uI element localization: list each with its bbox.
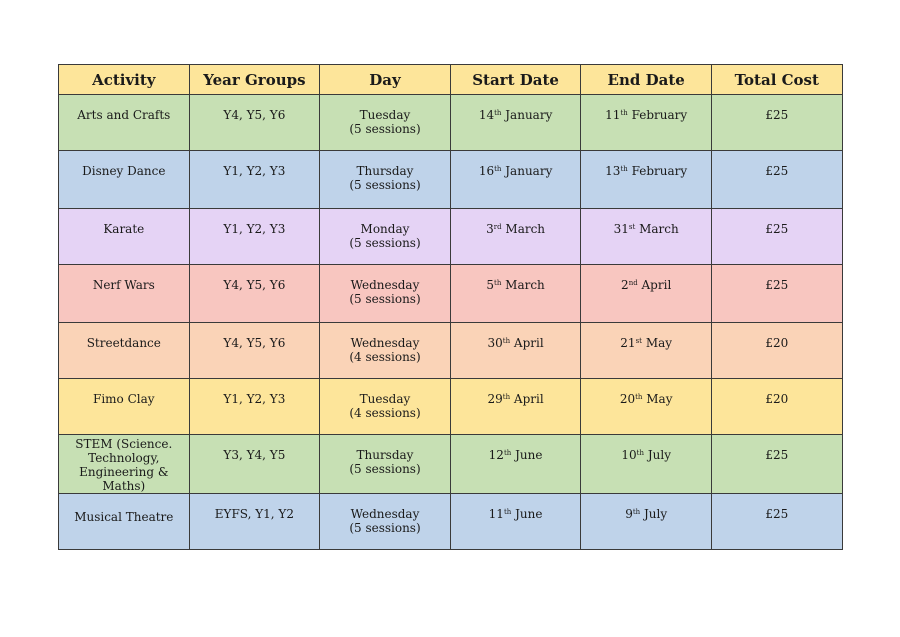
start-day-number: 3 (486, 222, 494, 236)
end-day-suffix: st (628, 223, 636, 231)
year-groups-cell (189, 435, 320, 494)
start-day-suffix: th (494, 109, 502, 117)
cost-value: £25 (765, 448, 789, 462)
start-day-number: 14 (478, 108, 495, 122)
end-date-cell (581, 323, 712, 379)
session-count: (4 sessions) (349, 406, 421, 420)
year-groups-text: Y1, Y2, Y3 (223, 164, 286, 178)
start-day-suffix: th (502, 393, 511, 401)
start-day-suffix: th (502, 337, 511, 345)
total-cost-cell (711, 435, 842, 494)
session-count: (4 sessions) (349, 350, 421, 364)
start-date-cell (450, 265, 581, 323)
session-count: (5 sessions) (349, 462, 421, 476)
activity-cell (59, 95, 190, 151)
start-day-suffix: th (503, 449, 512, 457)
total-cost-cell (711, 379, 842, 435)
session-count: (5 sessions) (349, 521, 421, 535)
activity-name: Streetdance (86, 336, 161, 350)
activity-name: Karate (103, 222, 145, 236)
day-name: Wednesday (350, 278, 420, 292)
end-day-number: 2 (621, 278, 629, 292)
activity-cell (59, 323, 190, 379)
table-row (59, 265, 843, 323)
total-cost-cell (711, 209, 842, 265)
start-date-cell (450, 379, 581, 435)
cost-value: £25 (765, 108, 789, 122)
start-month: April (513, 392, 544, 406)
end-day-suffix: th (632, 508, 641, 516)
start-day-number: 30 (487, 336, 503, 350)
activity-name: Musical Theatre (74, 510, 174, 524)
start-day-suffix: rd (493, 223, 502, 231)
day-cell (320, 323, 451, 379)
activity-cell (59, 265, 190, 323)
start-date-cell (450, 95, 581, 151)
start-day-number: 11 (488, 507, 504, 521)
header-start-date: Start Date (450, 65, 581, 95)
year-groups-text: EYFS, Y1, Y2 (214, 507, 294, 521)
day-cell (320, 151, 451, 209)
day-cell (320, 209, 451, 265)
end-date-cell (581, 435, 712, 494)
end-day-suffix: th (620, 165, 628, 173)
end-month: May (646, 392, 673, 406)
year-groups-cell (189, 494, 320, 550)
day-cell (320, 379, 451, 435)
session-count: (5 sessions) (349, 292, 421, 306)
total-cost-cell (711, 494, 842, 550)
end-day-number: 9 (625, 507, 633, 521)
day-name: Tuesday (359, 108, 411, 122)
end-day-number: 13 (605, 164, 621, 178)
total-cost-cell (711, 265, 842, 323)
year-groups-cell (189, 95, 320, 151)
end-month: May (645, 336, 673, 350)
table-row (59, 95, 843, 151)
table-row (59, 151, 843, 209)
end-day-suffix: st (635, 337, 642, 345)
end-date-cell (581, 265, 712, 323)
day-cell (320, 494, 451, 550)
year-groups-cell (189, 209, 320, 265)
end-month: April (641, 278, 672, 292)
day-cell (320, 95, 451, 151)
end-month: February (631, 164, 688, 178)
start-day-suffix: th (503, 508, 512, 516)
year-groups-cell (189, 379, 320, 435)
session-count: (5 sessions) (349, 122, 421, 136)
activity-cell (59, 151, 190, 209)
year-groups-cell (189, 151, 320, 209)
day-cell (320, 265, 451, 323)
cost-value: £25 (765, 222, 789, 236)
start-date-cell (450, 151, 581, 209)
day-name: Wednesday (350, 336, 420, 350)
activity-name: Nerf Wars (92, 278, 155, 292)
header-day: Day (320, 65, 451, 95)
end-date-cell (581, 209, 712, 265)
year-groups-text: Y3, Y4, Y5 (223, 448, 286, 462)
end-day-suffix: th (636, 449, 644, 457)
total-cost-cell (711, 95, 842, 151)
year-groups-text: Y4, Y5, Y6 (223, 336, 286, 350)
end-date-cell (581, 379, 712, 435)
start-day-number: 5 (486, 278, 494, 292)
table-row (59, 209, 843, 265)
year-groups-cell (189, 265, 320, 323)
start-month: January (505, 108, 553, 122)
start-month: April (513, 336, 544, 350)
table-body (59, 95, 843, 550)
start-month: June (515, 448, 543, 462)
day-name: Monday (360, 222, 410, 236)
start-day-number: 29 (487, 392, 503, 406)
year-groups-text: Y4, Y5, Y6 (223, 108, 286, 122)
activity-schedule-table (58, 64, 843, 550)
start-date-cell (450, 209, 581, 265)
year-groups-cell (189, 323, 320, 379)
year-groups-text: Y1, Y2, Y3 (223, 392, 286, 406)
cost-value: £25 (765, 278, 789, 292)
end-month: February (631, 108, 688, 122)
total-cost-cell (711, 323, 842, 379)
activity-cell (59, 494, 190, 550)
table-row (59, 435, 843, 494)
end-date-cell (581, 95, 712, 151)
cost-value: £25 (765, 507, 789, 521)
start-month: January (505, 164, 553, 178)
end-date-cell (581, 151, 712, 209)
start-month: March (505, 278, 545, 292)
end-month: July (643, 507, 668, 521)
start-date-cell (450, 494, 581, 550)
start-day-suffix: th (494, 279, 502, 287)
total-cost-cell (711, 151, 842, 209)
start-date-cell (450, 435, 581, 494)
start-day-number: 16 (478, 164, 495, 178)
day-name: Thursday (356, 448, 414, 462)
activity-cell (59, 435, 190, 494)
start-month: March (505, 222, 546, 236)
year-groups-text: Y4, Y5, Y6 (223, 278, 286, 292)
end-day-number: 31 (613, 222, 629, 236)
header-end-date: End Date (581, 65, 712, 95)
activity-name: Disney Dance (82, 164, 166, 178)
activity-cell (59, 209, 190, 265)
end-month: July (647, 448, 671, 462)
start-day-number: 12 (488, 448, 504, 462)
start-date-cell (450, 323, 581, 379)
header-activity: Activity (59, 65, 190, 95)
activity-name: Arts and Crafts (77, 108, 171, 122)
session-count: (5 sessions) (349, 236, 421, 250)
end-day-number: 21 (620, 336, 636, 350)
start-month: June (515, 507, 543, 521)
header-total-cost: Total Cost (711, 65, 842, 95)
cost-value: £25 (765, 164, 789, 178)
session-count: (5 sessions) (349, 178, 421, 192)
end-day-suffix: th (635, 393, 643, 401)
end-day-suffix: nd (628, 279, 638, 287)
activity-name: Fimo Clay (93, 392, 155, 406)
end-month: March (639, 222, 679, 236)
year-groups-text: Y1, Y2, Y3 (223, 222, 286, 236)
end-day-suffix: th (620, 109, 628, 117)
end-day-number: 10 (621, 448, 637, 462)
start-day-suffix: th (494, 165, 502, 173)
day-name: Wednesday (350, 507, 420, 521)
activity-cell (59, 379, 190, 435)
header-year-groups: Year Groups (189, 65, 320, 95)
table-row (59, 323, 843, 379)
header-row (59, 65, 843, 95)
cost-value: £20 (765, 392, 789, 406)
day-name: Thursday (356, 164, 414, 178)
activity-name: STEM (Science. Technology, Engineering & Maths) (75, 437, 173, 493)
table-row (59, 379, 843, 435)
cost-value: £20 (765, 336, 789, 350)
end-date-cell (581, 494, 712, 550)
table-row (59, 494, 843, 550)
day-cell (320, 435, 451, 494)
day-name: Tuesday (359, 392, 411, 406)
end-day-number: 20 (619, 392, 636, 406)
end-day-number: 11 (605, 108, 621, 122)
